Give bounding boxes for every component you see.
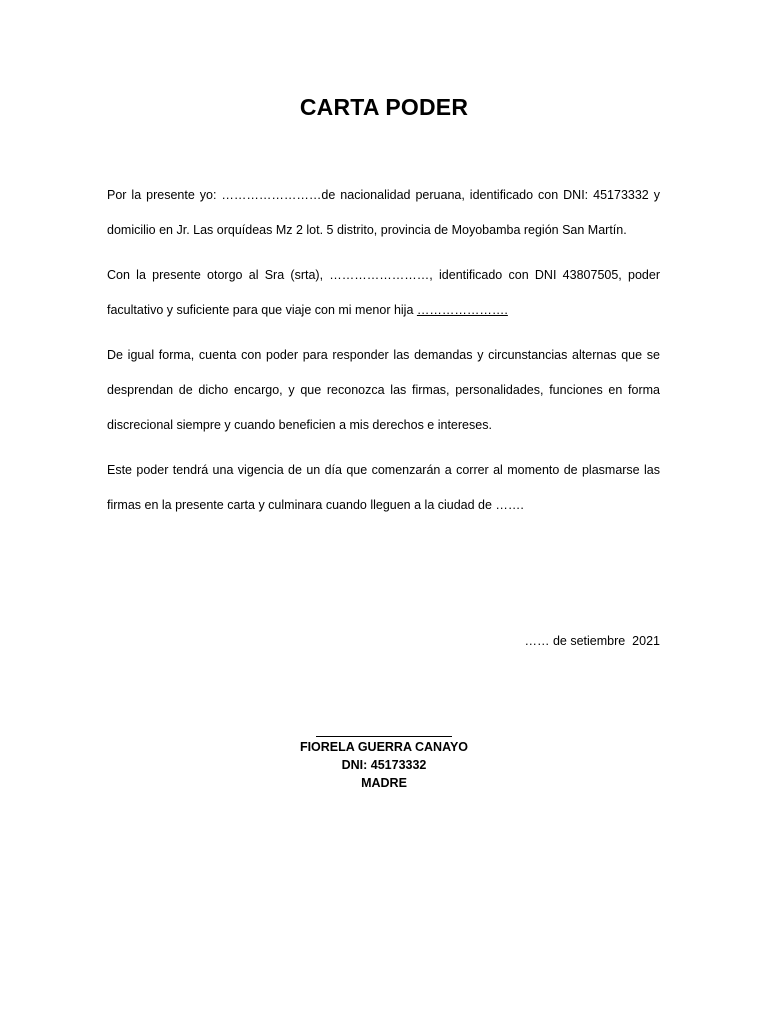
signature-line — [0, 724, 768, 738]
paragraph-3-line-3: discrecional siempre y cuando beneficien a mis derechos e intereses. — [107, 418, 492, 432]
signature-block — [0, 724, 768, 792]
paragraph-1-line-2: domicilio en Jr. Las orquídeas Mz 2 lot. 5 distrito, provincia de Moyobamba región San Martín. — [107, 223, 627, 237]
paragraph-2 — [107, 258, 660, 328]
document-title: CARTA PODER — [299, 94, 469, 120]
paragraph-3-line-2: desprendan de dicho encargo, y que reconozca las firmas, personalidades, funciones en forma — [107, 383, 660, 397]
signature-role: MADRE — [361, 776, 407, 790]
paragraph-4-line-1: Este poder tendrá una vigencia de un día que comenzarán a correr al momento de plasmarse las — [107, 463, 660, 477]
paragraph-4 — [107, 453, 660, 523]
paragraph-3 — [107, 338, 660, 443]
signature-dni: DNI: 45173332 — [341, 758, 427, 772]
paragraph-3-line-1: De igual forma, cuenta con poder para responder las demandas y circunstancias alternas que se — [107, 348, 660, 362]
paragraph-2-line-1: Con la presente otorgo al Sra (srta), ……………………, identificado con DNI 43807505, poder — [107, 268, 660, 282]
paragraph-4-line-2: firmas en la presente carta y culminara cuando lleguen a la ciudad de ……. — [107, 498, 524, 512]
paragraph-2-line-2-text: facultativo y suficiente para que viaje con mi menor hija — [107, 303, 417, 317]
paragraph-1 — [107, 178, 660, 248]
paragraph-2-line-2 — [107, 293, 660, 328]
paragraph-1-line-1: Por la presente yo: ……………………de nacionalidad peruana, identificado con DNI: 45173332 y — [107, 188, 660, 202]
document-date: …… de setiembre 2021 — [524, 634, 660, 648]
signature-name: FIORELA GUERRA CANAYO — [299, 740, 469, 754]
underlined-blank: …………………. — [416, 303, 508, 317]
